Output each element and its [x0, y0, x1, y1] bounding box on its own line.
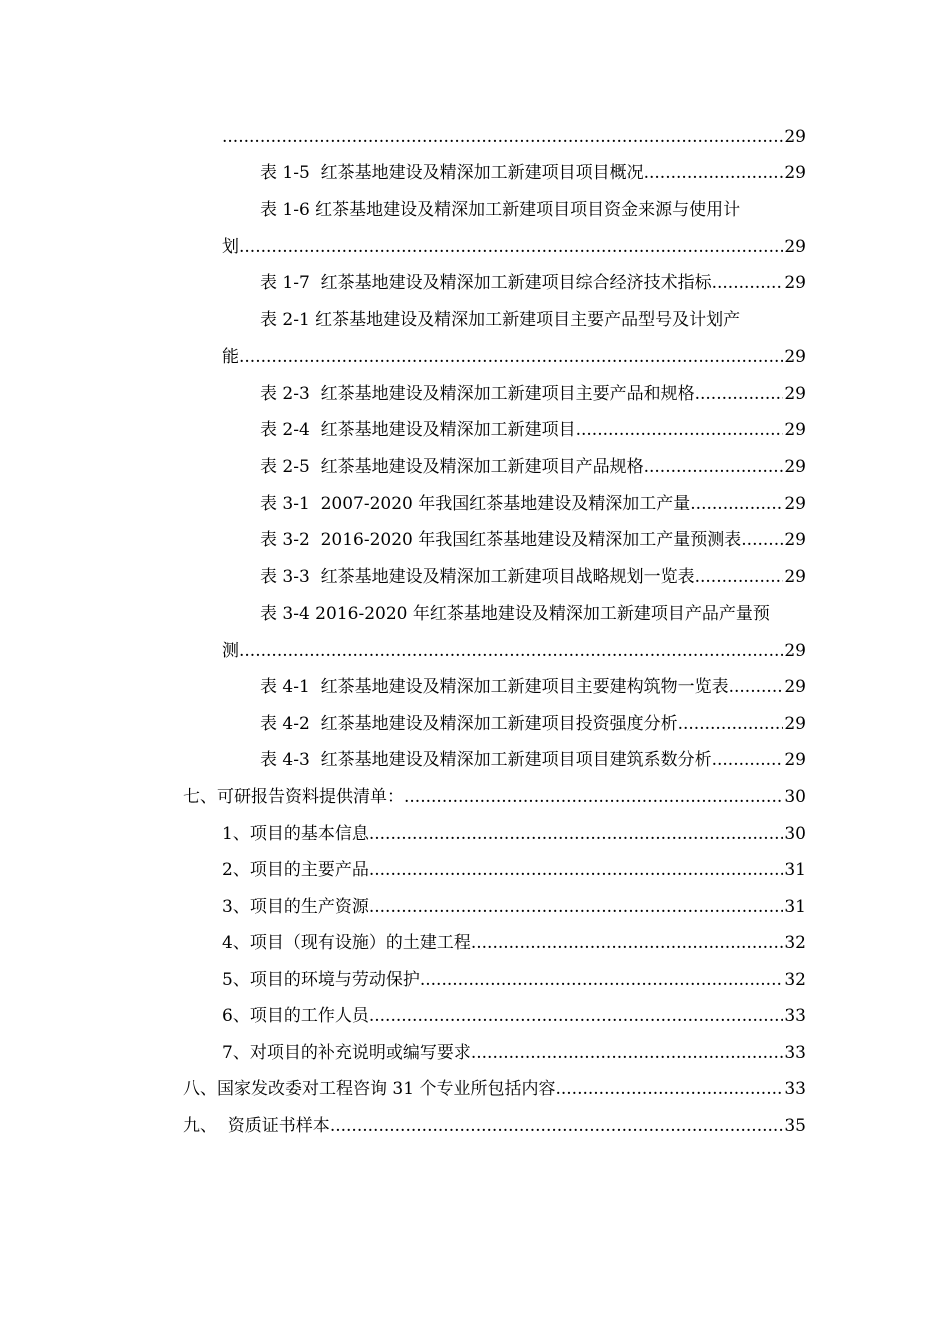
- toc-page-number: 31: [784, 897, 806, 917]
- toc-entry-label: 6、项目的工作人员: [222, 1006, 369, 1026]
- toc-leader-dots: [695, 381, 784, 407]
- toc-page-number: 29: [784, 237, 806, 257]
- toc-leader-dots: [330, 1113, 784, 1139]
- toc-entry-label: 表 4-1 红茶基地建设及精深加工新建项目主要建构筑物一览表: [260, 677, 729, 697]
- toc-entry-table-3-1[interactable]: [260, 491, 806, 517]
- toc-entry-label: 表 2-3 红茶基地建设及精深加工新建项目主要产品和规格: [260, 384, 695, 404]
- toc-leader-dots: [729, 674, 784, 700]
- toc-leader-dots: [471, 1040, 784, 1066]
- toc-entry-table-3-2[interactable]: [260, 527, 806, 553]
- toc-entry-section-9[interactable]: [183, 1113, 806, 1139]
- toc-leader-dots: [239, 638, 783, 664]
- toc-entry-label: 表 4-3 红茶基地建设及精深加工新建项目项目建筑系数分析: [260, 750, 712, 770]
- toc-entry-table-4-2[interactable]: [260, 711, 806, 737]
- toc-entry-table-4-1[interactable]: [260, 674, 806, 700]
- toc-page-number: 29: [784, 714, 806, 734]
- toc-leader-dots: [678, 711, 784, 737]
- toc-entry-label: 表 2-1 红茶基地建设及精深加工新建项目主要产品型号及计划产: [260, 310, 741, 330]
- toc-entry-table-4-3[interactable]: [260, 747, 806, 773]
- toc-entry-table-3-4-line1[interactable]: [260, 601, 806, 627]
- toc-entry-label: 1、项目的基本信息: [222, 824, 369, 844]
- toc-entry-table-3-3[interactable]: [260, 564, 806, 590]
- toc-entry-label: 表 1-6 红茶基地建设及精深加工新建项目项目资金来源与使用计: [260, 200, 741, 220]
- toc-entry-table-2-1-line1[interactable]: [260, 307, 806, 333]
- toc-entry-label: 3、项目的生产资源: [222, 897, 369, 917]
- toc-entry-continuation[interactable]: [222, 124, 806, 150]
- toc-page-number: 29: [784, 494, 806, 514]
- toc-page-number: 30: [784, 787, 806, 807]
- toc-leader-dots: [695, 564, 784, 590]
- toc-entry-label: 表 3-1 2007-2020 年我国红茶基地建设及精深加工产量: [260, 494, 691, 514]
- toc-entry-label: 表 2-4 红茶基地建设及精深加工新建项目: [260, 420, 576, 440]
- toc-entry-label: 表 2-5 红茶基地建设及精深加工新建项目产品规格: [260, 457, 644, 477]
- toc-page-number: 29: [784, 347, 806, 367]
- toc-page-number: 29: [784, 384, 806, 404]
- toc-page-number: 29: [784, 127, 806, 147]
- toc-leader-dots: [555, 1076, 783, 1102]
- toc-page-number: 29: [784, 641, 806, 661]
- toc-leader-dots: [420, 967, 784, 993]
- toc-page-number: 31: [784, 860, 806, 880]
- toc-leader-dots: [239, 234, 783, 260]
- toc-entry-table-2-1-line2[interactable]: [222, 344, 806, 370]
- toc-page-number: 29: [784, 163, 806, 183]
- toc-entry-table-1-5[interactable]: [260, 160, 806, 186]
- toc-page-number: 29: [784, 273, 806, 293]
- toc-entry-section-7-5[interactable]: [222, 967, 806, 993]
- toc-leader-dots: [741, 527, 783, 553]
- toc-entry-label: 表 1-5 红茶基地建设及精深加工新建项目项目概况: [260, 163, 644, 183]
- toc-entry-section-8[interactable]: [183, 1076, 806, 1102]
- toc-entry-section-7-2[interactable]: [222, 857, 806, 883]
- toc-entry-label: 4、项目（现有设施）的土建工程: [222, 933, 471, 953]
- toc-entry-label: 能: [222, 347, 239, 367]
- toc-entry-label: 表 3-3 红茶基地建设及精深加工新建项目战略规划一览表: [260, 567, 695, 587]
- toc-page-number: 29: [784, 530, 806, 550]
- toc-page-number: 30: [784, 824, 806, 844]
- toc-leader-dots: [239, 344, 783, 370]
- toc-entry-section-7-4[interactable]: [222, 930, 806, 956]
- toc-entry-section-7-1[interactable]: [222, 821, 806, 847]
- toc-entry-label: 九、 资质证书样本: [183, 1116, 330, 1136]
- toc-entry-section-7-3[interactable]: [222, 894, 806, 920]
- toc-page-number: 29: [784, 677, 806, 697]
- toc-page-number: 29: [784, 750, 806, 770]
- toc-leader-dots: [471, 930, 784, 956]
- toc-entry-label: 5、项目的环境与劳动保护: [222, 970, 420, 990]
- toc-leader-dots: [369, 857, 784, 883]
- toc-page-number: 29: [784, 457, 806, 477]
- toc-entry-table-1-7[interactable]: [260, 270, 806, 296]
- toc-leader-dots: [369, 1003, 784, 1029]
- toc-leader-dots: [222, 124, 783, 150]
- toc-entry-label: 表 3-2 2016-2020 年我国红茶基地建设及精深加工产量预测表: [260, 530, 742, 550]
- toc-entry-label: 表 3-4 2016-2020 年红茶基地建设及精深加工新建项目产品产量预: [260, 604, 770, 624]
- toc-entry-section-7[interactable]: [183, 784, 806, 810]
- toc-page-number: 33: [784, 1006, 806, 1026]
- toc-entry-label: 八、国家发改委对工程咨询 31 个专业所包括内容: [183, 1079, 556, 1099]
- toc-entry-label: 表 1-7 红茶基地建设及精深加工新建项目综合经济技术指标: [260, 273, 712, 293]
- toc-page-number: 29: [784, 567, 806, 587]
- toc-leader-dots: [712, 270, 784, 296]
- toc-entry-table-1-6-line1[interactable]: [260, 197, 806, 223]
- toc-leader-dots: [712, 747, 784, 773]
- toc-entry-table-2-5[interactable]: [260, 454, 806, 480]
- toc-entry-label: 表 4-2 红茶基地建设及精深加工新建项目投资强度分析: [260, 714, 678, 734]
- toc-page-number: 33: [784, 1079, 806, 1099]
- toc-entry-label: 七、可研报告资料提供清单：: [183, 787, 404, 807]
- toc-entry-section-7-6[interactable]: [222, 1003, 806, 1029]
- toc-leader-dots: [690, 491, 783, 517]
- toc-page-number: 35: [784, 1116, 806, 1136]
- toc-entry-table-1-6-line2[interactable]: [222, 234, 806, 260]
- toc-entry-table-3-4-line2[interactable]: [222, 638, 806, 664]
- toc-leader-dots: [644, 160, 784, 186]
- toc-entry-table-2-3[interactable]: [260, 381, 806, 407]
- toc-page-number: 32: [784, 970, 806, 990]
- toc-entry-label: 7、对项目的补充说明或编写要求: [222, 1043, 471, 1063]
- toc-leader-dots: [369, 894, 784, 920]
- toc-entry-section-7-7[interactable]: [222, 1040, 806, 1066]
- toc-leader-dots: [404, 784, 783, 810]
- toc-page-number: 29: [784, 420, 806, 440]
- toc-page-number: 33: [784, 1043, 806, 1063]
- toc-page-number: 32: [784, 933, 806, 953]
- toc-leader-dots: [576, 417, 784, 443]
- toc-entry-label: 划: [222, 237, 239, 257]
- toc-leader-dots: [644, 454, 784, 480]
- toc-entry-table-2-4[interactable]: [260, 417, 806, 443]
- toc-entry-label: 2、项目的主要产品: [222, 860, 369, 880]
- toc-leader-dots: [369, 821, 784, 847]
- toc-entry-label: 测: [222, 641, 239, 661]
